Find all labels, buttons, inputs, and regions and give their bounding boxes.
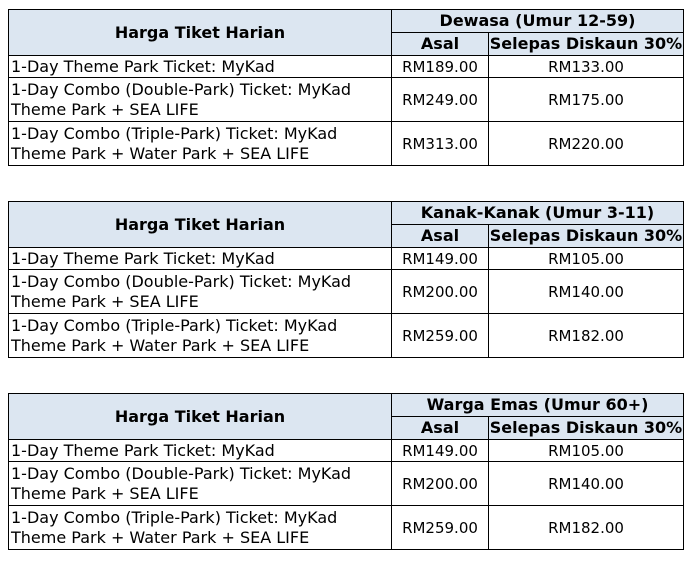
ticket-description xyxy=(9,78,392,122)
table-label-header: Harga Tiket Harian xyxy=(9,202,392,248)
discount-price: RM133.00 xyxy=(489,56,684,78)
ticket-description-line1: 1-Day Combo (Double-Park) Ticket: MyKad xyxy=(11,271,352,291)
price-table-adult xyxy=(8,9,684,166)
ticket-description-line2: Theme Park + Water Park + SEA LIFE xyxy=(11,527,310,547)
ticket-description-line1: 1-Day Theme Park Ticket: MyKad xyxy=(11,248,275,268)
col-original-header: Asal xyxy=(392,417,489,440)
table-row xyxy=(9,122,684,166)
ticket-description-line1: 1-Day Combo (Double-Park) Ticket: MyKad xyxy=(11,79,352,99)
original-price: RM259.00 xyxy=(392,506,489,550)
ticket-description-line2: Theme Park + SEA LIFE xyxy=(11,99,199,119)
discount-price: RM105.00 xyxy=(489,248,684,270)
table-row xyxy=(9,78,684,122)
ticket-description xyxy=(9,506,392,550)
ticket-description xyxy=(9,462,392,506)
ticket-description-line2: Theme Park + SEA LIFE xyxy=(11,291,199,311)
ticket-description-line1: 1-Day Theme Park Ticket: MyKad xyxy=(11,440,275,460)
ticket-description-line2: Theme Park + Water Park + SEA LIFE xyxy=(11,143,310,163)
group-header: Kanak-Kanak (Umur 3-11) xyxy=(392,202,684,225)
col-discount-header: Selepas Diskaun 30% xyxy=(489,417,684,440)
original-price: RM249.00 xyxy=(392,78,489,122)
col-discount-header: Selepas Diskaun 30% xyxy=(489,33,684,56)
col-original-header: Asal xyxy=(392,33,489,56)
table-row xyxy=(9,248,684,270)
ticket-description-line1: 1-Day Theme Park Ticket: MyKad xyxy=(11,56,275,76)
discount-price: RM140.00 xyxy=(489,462,684,506)
original-price: RM313.00 xyxy=(392,122,489,166)
table-row xyxy=(9,56,684,78)
original-price: RM259.00 xyxy=(392,314,489,358)
original-price: RM149.00 xyxy=(392,248,489,270)
table-row xyxy=(9,462,684,506)
table-label-header: Harga Tiket Harian xyxy=(9,394,392,440)
ticket-description-line1: 1-Day Combo (Triple-Park) Ticket: MyKad xyxy=(11,507,338,527)
original-price: RM200.00 xyxy=(392,462,489,506)
original-price: RM149.00 xyxy=(392,440,489,462)
ticket-description xyxy=(9,270,392,314)
table-row xyxy=(9,506,684,550)
group-header: Warga Emas (Umur 60+) xyxy=(392,394,684,417)
discount-price: RM105.00 xyxy=(489,440,684,462)
ticket-description-line2: Theme Park + Water Park + SEA LIFE xyxy=(11,335,310,355)
ticket-description-line1: 1-Day Combo (Triple-Park) Ticket: MyKad xyxy=(11,315,338,335)
ticket-description xyxy=(9,248,392,270)
group-header: Dewasa (Umur 12-59) xyxy=(392,10,684,33)
discount-price: RM182.00 xyxy=(489,314,684,358)
table-row xyxy=(9,440,684,462)
ticket-description-line1: 1-Day Combo (Triple-Park) Ticket: MyKad xyxy=(11,123,338,143)
discount-price: RM175.00 xyxy=(489,78,684,122)
original-price: RM189.00 xyxy=(392,56,489,78)
ticket-description xyxy=(9,56,392,78)
col-discount-header: Selepas Diskaun 30% xyxy=(489,225,684,248)
col-original-header: Asal xyxy=(392,225,489,248)
ticket-description xyxy=(9,314,392,358)
discount-price: RM220.00 xyxy=(489,122,684,166)
table-row xyxy=(9,270,684,314)
price-table-senior xyxy=(8,393,684,550)
discount-price: RM182.00 xyxy=(489,506,684,550)
original-price: RM200.00 xyxy=(392,270,489,314)
price-table-child xyxy=(8,201,684,358)
table-label-header: Harga Tiket Harian xyxy=(9,10,392,56)
ticket-description xyxy=(9,122,392,166)
ticket-description-line2: Theme Park + SEA LIFE xyxy=(11,483,199,503)
ticket-description xyxy=(9,440,392,462)
table-row xyxy=(9,314,684,358)
ticket-description-line1: 1-Day Combo (Double-Park) Ticket: MyKad xyxy=(11,463,352,483)
discount-price: RM140.00 xyxy=(489,270,684,314)
